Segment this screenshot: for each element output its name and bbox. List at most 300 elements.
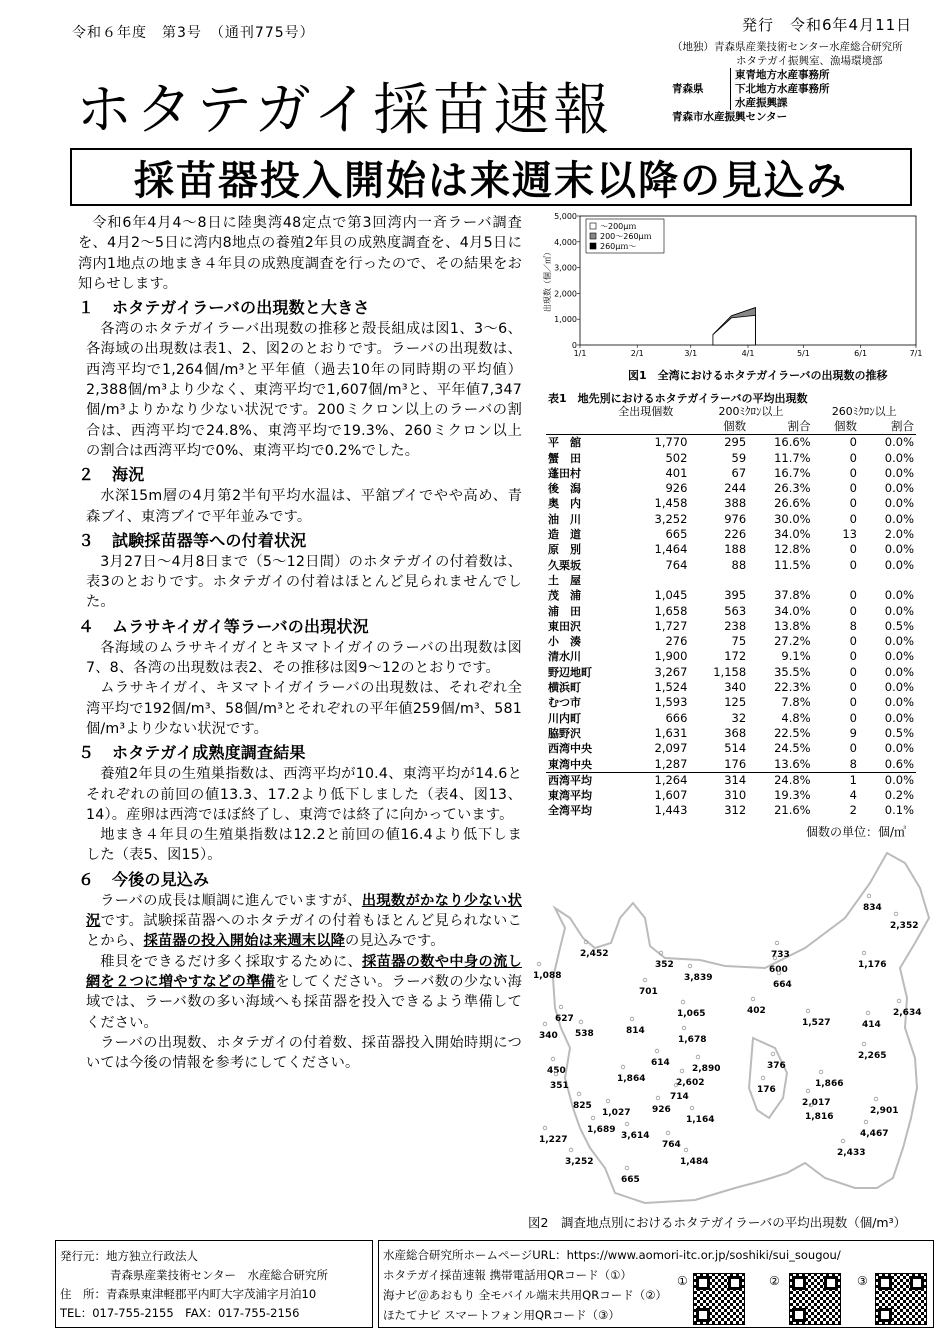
station-marker (841, 1139, 845, 1143)
station-marker (680, 1069, 684, 1073)
table-cell: 27.2% (774, 634, 811, 649)
legend-swatch (590, 233, 596, 239)
table-cell: 11.7% (774, 450, 811, 465)
table-cell: 0 (849, 496, 857, 511)
table-cell: 0.5% (884, 725, 914, 740)
table-cell: 295 (724, 435, 747, 450)
table-row (546, 726, 916, 741)
table-cell: 0.2% (884, 788, 914, 803)
station-marker (761, 1076, 765, 1080)
publisher-address: 住 所：青森県東津軽郡平内町大字茂浦字月泊10 (60, 1287, 317, 1301)
x-tick-label: 1/1 (573, 349, 587, 358)
table-cell: 395 (724, 588, 747, 603)
table-header: 全出現個数 (618, 405, 674, 418)
org-item: （地独）青森県産業技術センター水産総合研究所 (672, 41, 903, 53)
table-cell: 1,264 (602, 772, 689, 788)
org-item: ホタテガイ振興室、漁場環境部 (736, 55, 883, 67)
table-cell: 764 (665, 557, 688, 572)
legend-swatch (590, 223, 596, 229)
table-cell: 3,252 (654, 511, 688, 526)
article-body (78, 213, 522, 1073)
table-cell: 0.0% (884, 511, 914, 526)
table-cell: 0.0% (884, 603, 914, 618)
table-cell: 小 湊 (548, 635, 581, 649)
station-value: 2,265 (858, 1051, 887, 1061)
station-value: 814 (626, 1026, 645, 1036)
y-axis-label: 出現数（個／㎥） (543, 248, 552, 312)
station-marker (771, 1052, 775, 1056)
table-cell: 188 (724, 542, 747, 557)
table-cell: 0 (849, 649, 857, 664)
station-marker (643, 978, 647, 982)
table-cell: 0.0% (859, 772, 916, 788)
station-marker (666, 1131, 670, 1135)
table-cell: 0.0% (884, 695, 914, 710)
y-tick-label: 4,000 (554, 237, 577, 247)
table-cell: 24.5% (774, 741, 811, 756)
table-cell (602, 573, 689, 588)
station-value: 402 (747, 1006, 766, 1016)
station-marker (625, 1122, 629, 1126)
org-item: 東青地方水産事務所 (735, 69, 830, 81)
table-cell: 0.0% (884, 435, 914, 450)
table-cell: 16.6% (774, 435, 811, 450)
table-cell: 0 (849, 741, 857, 756)
legend-label: ～200μｍ (600, 222, 637, 231)
table-cell: 0.0% (884, 664, 914, 679)
table-cell: 9 (849, 725, 857, 740)
station-value: 352 (655, 960, 674, 970)
table-cell: 401 (665, 465, 688, 480)
issue-number: 令和６年度 第3号 （通刊775号） (72, 25, 315, 41)
table-cell: 平 舘 (548, 436, 581, 450)
table-cell: 西湾平均 (546, 772, 602, 788)
station-value: 1,864 (617, 1074, 646, 1084)
station-marker (559, 1005, 563, 1009)
station-marker (867, 894, 871, 898)
table-row (546, 435, 916, 451)
station-marker (591, 1116, 595, 1120)
station-value: 1,689 (587, 1125, 616, 1135)
table-cell: 16.7% (774, 465, 811, 480)
table-cell: 茂 浦 (548, 589, 581, 603)
table-cell: 19.3% (774, 788, 811, 803)
table-cell: 0.0% (884, 649, 914, 664)
station-marker (806, 1089, 810, 1093)
table-cell: 0.0% (884, 450, 914, 465)
station-value: 1,027 (602, 1108, 631, 1118)
station-marker (688, 964, 692, 968)
station-marker (543, 1022, 547, 1026)
station-marker (894, 912, 898, 916)
qr-label: ホタテガイ採苗速報 携帯電話用QRコード（①） (383, 1268, 632, 1282)
table-cell: 0.0% (884, 465, 914, 480)
table-cell: 0 (849, 435, 857, 450)
station-marker (866, 1011, 870, 1015)
station-value: 3,614 (621, 1131, 650, 1141)
station-value: 3,252 (565, 1157, 594, 1167)
station-value: 351 (550, 1081, 569, 1091)
table-cell: 67 (731, 465, 747, 480)
table-cell: 13 (842, 527, 857, 542)
station-value: 450 (547, 1066, 566, 1076)
station-marker (656, 1096, 660, 1100)
table-cell: 1,458 (654, 496, 688, 511)
station-marker (897, 999, 901, 1003)
table-cell: 1,045 (654, 588, 688, 603)
station-value: 1,816 (805, 1112, 834, 1122)
station-marker (569, 1148, 573, 1152)
legend-label: 200～260μｍ (600, 232, 652, 241)
larvae-chart (540, 210, 932, 382)
table-cell: 0.0% (884, 557, 914, 572)
station-value: 1,227 (539, 1135, 568, 1145)
table-cell: 1,443 (654, 803, 688, 818)
table-cell: 1,158 (713, 664, 747, 679)
table-cell: 13.8% (774, 618, 811, 633)
table-cell (689, 573, 748, 588)
station-value: 764 (662, 1140, 681, 1150)
table-cell: 油 川 (548, 512, 581, 526)
legend-swatch (590, 243, 596, 249)
table-cell: 665 (665, 527, 688, 542)
section-text: 水深15m層の4月第2半旬平均水温は、平舘ブイでやや高め、青森ブイ、東湾ブイで平年並みです。 (86, 488, 522, 525)
table-unit: 個数の単位：個/㎥ (806, 825, 907, 839)
x-tick-label: 2/1 (630, 349, 644, 358)
table-cell: 1,631 (654, 725, 688, 740)
table-cell: 0 (849, 664, 857, 679)
table-cell: 西湾中央 (548, 742, 592, 756)
table-cell: 88 (731, 557, 747, 572)
table-cell: 奥 内 (548, 497, 581, 511)
table-cell: 35.5% (774, 664, 811, 679)
table-cell: 1 (813, 772, 859, 788)
station-marker (696, 1055, 700, 1059)
table-row (546, 803, 916, 818)
org-item: 青森市水産振興センター (672, 111, 788, 123)
section-heading: ２ 海況 (78, 465, 145, 485)
table-cell (813, 573, 859, 588)
station-value: 1,176 (858, 960, 887, 970)
table-cell: 0.6% (884, 756, 914, 771)
table-cell: 0.1% (884, 803, 914, 818)
section-text: 養殖2年貝の生殖巣指数は、西湾平均が10.4、東湾平均が14.6とそれぞれの前回の値13.3、17.2より低下しました（表4、図13、14）。産卵は西湾でほぼ終了し、東湾では終了に向かっています。 (86, 766, 522, 823)
table-header: 個数 (689, 419, 748, 435)
table-row (546, 665, 916, 680)
newsletter-title: ホタテガイ採苗速報 (76, 78, 614, 143)
station-value: 614 (651, 1058, 670, 1068)
table-row (546, 788, 916, 803)
table-cell: 0.0% (884, 496, 914, 511)
table-cell: 3,267 (654, 664, 688, 679)
x-tick-label: 3/1 (684, 349, 698, 358)
table-cell: 7.8% (781, 695, 811, 710)
station-marker (864, 1120, 868, 1124)
table-row (546, 558, 916, 573)
table-cell: 浦 田 (548, 604, 581, 618)
section-text: 3月27日～4月8日まで（5～12日間）のホタテガイの付着数は、表3のとおりです。ホタテガイの付着はほとんど見られませんでした。 (86, 553, 522, 611)
table-cell: むつ市 (548, 696, 581, 710)
table-cell: 172 (724, 649, 747, 664)
table-row (546, 451, 916, 466)
table-cell: 横浜町 (548, 681, 581, 695)
headline: 採苗器投入開始は来週末以降の見込み (70, 148, 912, 206)
station-marker (775, 941, 779, 945)
table-cell: 9.1% (781, 649, 811, 664)
map-caption: 図2 調査地点別におけるホタテガイラーバの平均出現数（個/m³） (528, 1215, 907, 1230)
station-marker (684, 1148, 688, 1152)
org-item: 下北地方水産事務所 (735, 83, 830, 95)
station-value: 4,467 (860, 1129, 889, 1139)
qr-code[interactable] (875, 1273, 927, 1325)
table-row (546, 512, 916, 527)
table-header (546, 403, 602, 419)
station-value: 2,017 (802, 1098, 831, 1108)
qr-number: ③ (857, 1274, 868, 1288)
table-cell: 563 (724, 603, 747, 618)
table-cell: 314 (689, 772, 748, 788)
table-cell: 226 (724, 527, 747, 542)
qr-number: ② (769, 1274, 780, 1288)
table-cell: 125 (724, 695, 747, 710)
homepage-url[interactable]: 水産総合研究所ホームページURL：https://www.aomori-itc.or.jp/soshiki/sui_sougou/ (383, 1248, 841, 1262)
series-area (713, 315, 755, 345)
qr-code[interactable] (693, 1273, 745, 1325)
table-row (546, 527, 916, 542)
table-cell: 全湾平均 (548, 804, 592, 818)
station-value: 926 (652, 1105, 671, 1115)
publisher-label: 発行元：地方独立行政法人 (60, 1249, 198, 1263)
table-cell: 26.6% (774, 496, 811, 511)
station-value: 538 (575, 1029, 594, 1039)
table-row (546, 711, 916, 726)
table-row (546, 619, 916, 634)
table-cell: 2 (849, 803, 857, 818)
table-cell: 造 道 (548, 528, 581, 542)
station-value: 2,602 (676, 1078, 705, 1088)
qr-label: 海ナビ＠あおもり 全モバイル端末共用QRコード（②） (383, 1288, 668, 1302)
station-marker (681, 1000, 685, 1004)
chart-caption: 図1 全湾におけるホタテガイラーバの出現数の推移 (628, 369, 888, 382)
station-marker (874, 1097, 878, 1101)
table-cell: 34.0% (774, 527, 811, 542)
table-cell: 0 (849, 465, 857, 480)
station-marker (579, 1020, 583, 1024)
publisher-box (55, 1240, 373, 1328)
station-marker (625, 1166, 629, 1170)
station-value: 2,901 (870, 1106, 899, 1116)
org-pref: 青森県 (672, 83, 704, 95)
table-header: 割合 (859, 419, 916, 435)
table-cell: 310 (724, 788, 747, 803)
table-row (546, 772, 916, 788)
station-value: 665 (621, 1175, 640, 1185)
station-marker (862, 951, 866, 955)
bay-map (525, 848, 933, 1218)
table-cell: 0.0% (884, 680, 914, 695)
station-value: 1,065 (677, 1009, 706, 1019)
table-cell: 1,770 (654, 435, 688, 450)
y-tick-label: 5,000 (554, 212, 577, 221)
station-value: 414 (862, 1020, 881, 1030)
table-cell: 0.0% (884, 634, 914, 649)
table-cell: 388 (724, 496, 747, 511)
table-cell (859, 573, 916, 588)
table-header: 260ﾐｸﾛﾝ以上 (831, 405, 897, 418)
org-item: 水産振興課 (735, 97, 788, 109)
x-tick-label: 6/1 (854, 349, 868, 358)
links-box (378, 1240, 934, 1328)
station-marker (577, 1092, 581, 1096)
outlook-paragraph: ラーバの成長は順調に進んでいますが、出現数がかなり少ない状況です。試験採苗器へのホタテガイの付着もほとんど見られないことから、採苗器の投入開始は来週末以降の見込みです。 (86, 892, 522, 950)
station-marker (690, 1106, 694, 1110)
issue-date: 発行 令和6年4月11日 (742, 16, 913, 34)
table-header: 個数 (813, 419, 859, 435)
qr-label: ほたてナビ スマートフォン用QRコード（③） (383, 1308, 620, 1322)
table-cell: 0 (849, 557, 857, 572)
station-marker (543, 1126, 547, 1130)
x-tick-label: 5/1 (796, 349, 810, 358)
station-value: 1,678 (678, 1035, 707, 1045)
section-heading: ４ ムラサキイガイ等ラーバの出現状況 (78, 616, 369, 636)
table-header: 200ﾐｸﾛﾝ以上 (718, 405, 784, 418)
table-cell: 12.8% (774, 542, 811, 557)
table-cell: 0.5% (884, 618, 914, 633)
table-cell: 0.0% (884, 741, 914, 756)
station-value: 664 (773, 980, 792, 990)
table-cell: 東湾中央 (548, 757, 592, 771)
larvae-table (546, 403, 916, 819)
section-text: 各湾のホタテガイラーバ出現数の推移と殻長組成は図1、3～6、各海域の出現数は表1、2、図2のとおりです。ラーバの出現数は、西湾平均で1,264個/m³と平年値（過去10年の同時期の平均値）2,388個/m³より少なく、東湾平均で1,607個/m³と、平年値7,347個/m³よりかなり少ない状況です。200ミクロン以上のラーバの割合は、西湾平均で24.8%、東湾平均で19.3%、260ミクロン以上の割合は西湾平均で0%、東湾平均で0.2%でした。 (86, 321, 522, 459)
table-cell: 32 (731, 710, 747, 725)
table-cell: 24.8% (748, 772, 812, 788)
table-cell: 666 (665, 710, 688, 725)
station-value: 1,866 (815, 1079, 844, 1089)
station-marker (630, 1017, 634, 1021)
table-cell: 22.3% (774, 680, 811, 695)
station-value: 2,452 (580, 949, 609, 959)
table-cell: 0.0% (884, 542, 914, 557)
qr-number: ① (677, 1274, 688, 1288)
table-row (546, 604, 916, 619)
station-value: 825 (573, 1101, 592, 1111)
table-cell: 8 (849, 618, 857, 633)
table-row (546, 680, 916, 695)
table-header: 割合 (748, 419, 812, 435)
table-cell: 312 (724, 803, 747, 818)
table-cell: 清水川 (548, 650, 581, 664)
table-cell: 502 (665, 450, 688, 465)
table-cell: 0.0% (884, 710, 914, 725)
outlook-paragraph: ラーバの出現数、ホタテガイの付着数、採苗器投入開始時期については今後の情報を参考にしてください。 (86, 1034, 522, 1072)
table-cell: 26.3% (774, 481, 811, 496)
table-cell: 1,593 (654, 695, 688, 710)
station-value: 701 (639, 987, 658, 997)
table-cell (748, 573, 812, 588)
outlook-paragraph: 稚貝をできるだけ多く採取するために、採苗器の数や中身の流し網を２つに増やすなどの準備をしてください。ラーバ数の少ない海域では、ラーバ数の多い海域へも採苗器を投入できるよう準備してください。 (86, 953, 523, 1031)
station-marker (537, 962, 541, 966)
table-title: 表1 地先別におけるホタテガイラーバの平均出現数 (548, 392, 808, 405)
section-heading: １ ホタテガイラーバの出現数と大きさ (78, 298, 370, 318)
station-value: 1,088 (533, 971, 562, 981)
table-cell: 34.0% (774, 603, 811, 618)
station-marker (862, 1042, 866, 1046)
station-marker (682, 1026, 686, 1030)
station-value: 2,634 (893, 1008, 922, 1018)
intro-paragraph: 令和6年4月4～8日に陸奥湾48定点で第3回湾内一斉ラーバ調査を、4月2～5日に湾内8地点の養殖2年貝の成熟度調査を、4月5日に湾内1地点の地まき４年貝の成熟度調査を行ったので、その結果をお知らせします。 (78, 215, 522, 292)
table-cell: 0 (849, 588, 857, 603)
station-value: 1,484 (680, 1157, 709, 1167)
table-cell: 244 (724, 481, 747, 496)
table-cell: 0 (849, 481, 857, 496)
station-marker (806, 1009, 810, 1013)
table-cell: 原 別 (548, 543, 581, 557)
table-cell: 0 (849, 542, 857, 557)
section-heading: ５ ホタテガイ成熟度調査結果 (78, 743, 306, 763)
section-text: 各海域のムラサキイガイとキヌマトイガイのラーバの出現数は図7、8、各湾の出現数は表2、その推移は図9～12のとおりです。 (86, 639, 522, 677)
table-row (546, 496, 916, 511)
station-value: 733 (771, 950, 790, 960)
table-row (546, 588, 916, 603)
table-cell: 0 (849, 680, 857, 695)
table-cell: 1,727 (654, 618, 688, 633)
table-row (546, 695, 916, 710)
section-heading: ３ 試験採苗器等への付着状況 (78, 530, 307, 550)
station-value: 2,890 (692, 1064, 721, 1074)
x-tick-label: 7/1 (909, 349, 923, 358)
section-text: 地まき４年貝の生殖巣指数は12.2と前回の値16.4より低下しました（表5、図15）。 (86, 827, 522, 864)
table-row (546, 542, 916, 557)
table-cell: 0.0% (884, 481, 914, 496)
table-cell: 13.6% (774, 756, 811, 771)
station-value: 600 (769, 965, 788, 975)
table-row (546, 649, 916, 664)
station-value: 1,527 (802, 1018, 831, 1028)
table-cell: 8 (849, 756, 857, 771)
table-cell: 368 (724, 725, 747, 740)
station-value: 376 (767, 1061, 786, 1071)
qr-code[interactable] (789, 1273, 841, 1325)
table-cell: 0.0% (884, 588, 914, 603)
station-value: 2,433 (837, 1148, 866, 1158)
table-cell: 野辺地町 (548, 665, 592, 679)
y-tick-label: 2,000 (554, 289, 577, 299)
station-marker (621, 1065, 625, 1069)
station-value: 1,164 (686, 1115, 715, 1125)
x-tick-label: 4/1 (741, 349, 755, 358)
table-cell: 4.8% (781, 710, 811, 725)
table-cell: 東湾平均 (548, 789, 592, 803)
table-cell: 1,287 (654, 756, 688, 771)
table-cell: 蟹 田 (548, 451, 581, 465)
org-list (672, 40, 903, 124)
table-cell: 後 潟 (548, 482, 581, 496)
table-cell: 1,524 (654, 680, 688, 695)
table-cell: 22.5% (774, 725, 811, 740)
table-cell: 4 (849, 788, 857, 803)
table-cell: 0 (849, 450, 857, 465)
table-row (546, 481, 916, 496)
table-cell: 340 (724, 680, 747, 695)
table-cell: 59 (731, 450, 747, 465)
table-cell: 東田沢 (548, 619, 581, 633)
station-value: 3,839 (684, 973, 713, 983)
table-cell: 176 (724, 756, 747, 771)
table-cell: 久栗坂 (548, 558, 581, 572)
table-cell: 926 (665, 481, 688, 496)
table-cell: 238 (724, 618, 747, 633)
table-cell: 37.8% (774, 588, 811, 603)
